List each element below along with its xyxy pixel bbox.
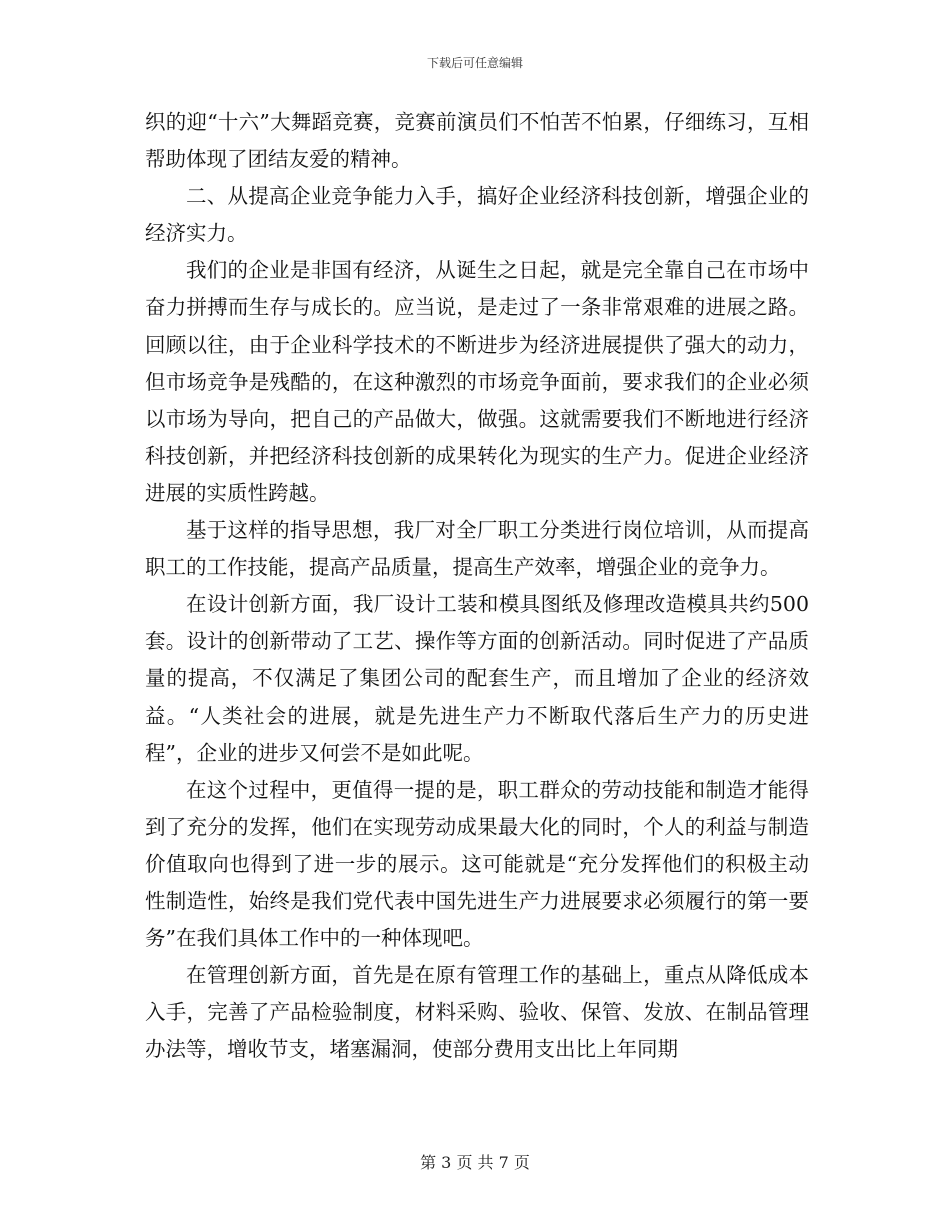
paragraph-3: 我们的企业是非国有经济，从诞生之日起，就是完全靠自己在市场中奋力拼搏而生存与成长的。应当说，是走过了一条非常艰难的进展之路。回顾以往，由于企业科学技术的不断进步为经济进展提供了强大的动力，但市场竞争是残酷的，在这种激烈的市场竞争面前，要求我们的企业必须以市场为导向，把自己的产品做大，做强。这就需要我们不断地进行经济科技创新，并把经济科技创新的成果转化为现实的生产力。促进企业经济进展的实质性跨越。 [145, 258, 809, 505]
paragraph-5: 在设计创新方面，我厂设计工装和模具图纸及修理改造模具共约500套。设计的创新带动了工艺、操作等方面的创新活动。同时促进了产品质量的提高，不仅满足了集团公司的配套生产，而且增加了企业的经济效益。“人类社会的进展，就是先进生产力不断取代落后生产力的历史进程”，企业的进步又何尝不是如此呢。 [145, 592, 809, 765]
document-body [145, 104, 809, 1068]
paragraph-4: 基于这样的指导思想，我厂对全厂职工分类进行岗位培训，从而提高职工的工作技能，提高产品质量，提高生产效率，增强企业的竞争力。 [145, 518, 809, 580]
paragraph-2: 二、从提高企业竞争能力入手，搞好企业经济科技创新，增强企业的经济实力。 [145, 184, 809, 246]
page-header: 下载后可任意编辑 [426, 56, 523, 70]
paragraph-1: 织的迎“十六”大舞蹈竞赛，竞赛前演员们不怕苦不怕累，仔细练习，互相帮助体现了团结友爱的精神。 [145, 110, 809, 172]
paragraph-6: 在这个过程中，更值得一提的是，职工群众的劳动技能和制造才能得到了充分的发挥，他们在实现劳动成果最大化的同时，个人的利益与制造价值取向也得到了进一步的展示。这可能就是“充分发挥他们的积极主动性制造性，始终是我们党代表中国先进生产力进展要求必须履行的第一要务”在我们具体工作中的一种体现吧。 [145, 777, 809, 951]
page-footer: 第 3 页 共 7 页 [420, 1153, 530, 1172]
paragraph-7: 在管理创新方面，首先是在原有管理工作的基础上，重点从降低成本入手，完善了产品检验制度，材料采购、验收、保管、发放、在制品管理办法等，增收节支，堵塞漏洞，使部分费用支出比上年同期 [145, 963, 809, 1062]
